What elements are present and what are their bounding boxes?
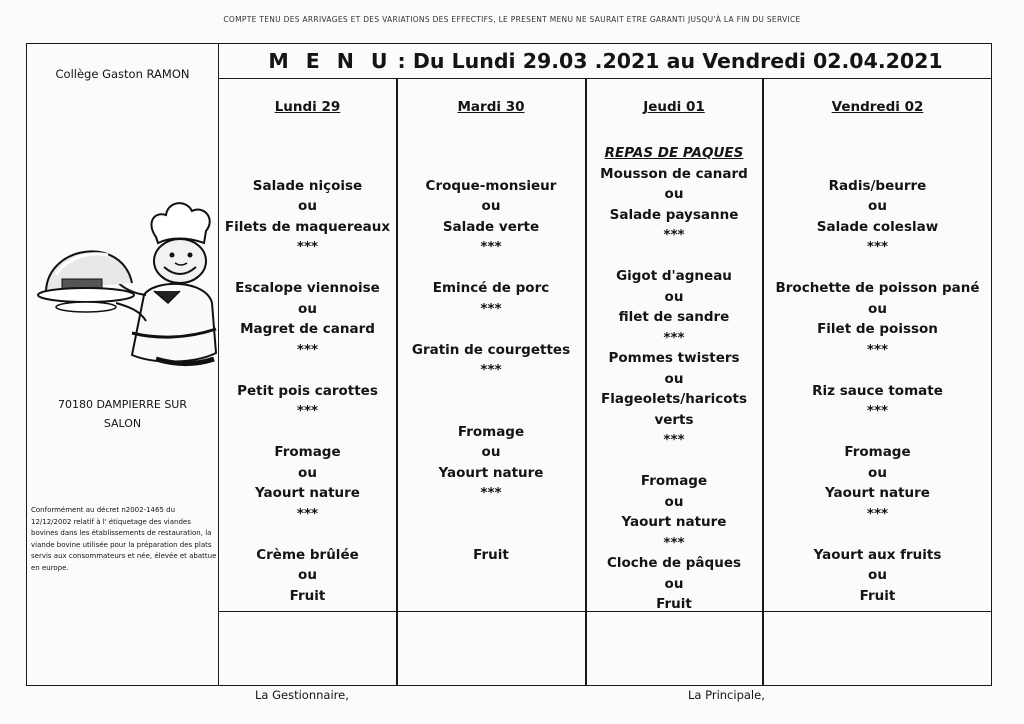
- menu-spacer: [763, 360, 992, 381]
- menu-spacer: [763, 155, 992, 176]
- menu-dish: Fromage: [640, 473, 708, 489]
- choice-separator: ou: [664, 288, 684, 305]
- day-column-vendredi: [763, 79, 992, 609]
- menu-dish: Crème brûlée: [256, 546, 359, 563]
- day-header: Vendredi 02: [831, 99, 924, 115]
- course-separator: ***: [663, 227, 685, 243]
- menu-dish: filet de sandre: [618, 309, 730, 325]
- menu-spacer: [397, 319, 585, 340]
- menu-dish: Fromage: [457, 423, 525, 440]
- menu-spacer: [219, 258, 396, 279]
- menu-spacer: [397, 155, 585, 176]
- menu-dish: Gratin de courgettes: [411, 341, 571, 358]
- choice-separator: ou: [664, 370, 684, 387]
- chef-with-cloche-icon: [36, 183, 218, 373]
- menu-dish: Fromage: [844, 444, 911, 460]
- menu-spacer: [763, 524, 992, 545]
- menu-spacer: [763, 258, 992, 279]
- menu-dish: Escalope viennoise: [235, 280, 380, 296]
- course-separator: ***: [663, 534, 685, 551]
- menu-dish: Fruit: [473, 546, 509, 563]
- address-line: 70180 DAMPIERRE SUR: [57, 398, 188, 411]
- menu-dish: Yaourt aux fruits: [813, 546, 942, 563]
- course-separator: ***: [296, 341, 319, 358]
- signature-principale: La Principale,: [688, 688, 765, 702]
- menu-dish: Riz sauce tomate: [812, 382, 943, 399]
- course-separator: ***: [866, 505, 889, 522]
- menu-dish: Pommes twisters: [608, 350, 740, 366]
- menu-dish: Salade verte: [442, 218, 540, 235]
- menu-dish: Petit pois carottes: [237, 382, 378, 399]
- menu-title: [219, 43, 992, 79]
- choice-separator: ou: [664, 493, 684, 510]
- choice-separator: ou: [298, 300, 317, 317]
- course-separator: ***: [480, 362, 502, 378]
- course-separator: ***: [296, 239, 319, 255]
- menu-spacer: [397, 381, 585, 402]
- menu-dish: Croque-monsieur: [425, 177, 557, 194]
- menu-dish: Salade paysanne: [609, 206, 739, 223]
- menu-spacer: [397, 258, 585, 279]
- menu-dish: Salade niçoise: [252, 177, 363, 194]
- day-column-mardi: [397, 79, 585, 609]
- course-separator: ***: [663, 329, 685, 346]
- menu-dish: Filets de maquereaux: [224, 218, 391, 235]
- menu-spacer: [586, 451, 762, 472]
- menu-spacer: [397, 524, 585, 545]
- day-column-jeudi: [586, 79, 762, 612]
- day-header: Lundi 29: [274, 99, 341, 115]
- menu-spacer: [397, 401, 585, 422]
- choice-separator: ou: [868, 300, 887, 317]
- menu-spacer: [219, 155, 396, 176]
- course-separator: ***: [296, 505, 319, 522]
- menu-dish: Emincé de porc: [432, 280, 550, 296]
- course-separator: ***: [480, 239, 502, 255]
- sidebar: [26, 43, 219, 686]
- menu-dish: Magret de canard: [240, 321, 375, 337]
- menu-dish: Brochette de poisson pané: [775, 280, 980, 296]
- course-separator: ***: [866, 341, 889, 358]
- menu-dish: Fruit: [859, 587, 896, 604]
- day-menu-items: [397, 155, 585, 565]
- choice-separator: ou: [481, 198, 501, 214]
- menu-dish: Salade coleslaw: [816, 218, 939, 235]
- choice-separator: ou: [664, 575, 684, 592]
- menu-spacer: [397, 504, 585, 525]
- day-menu-items: [763, 155, 992, 606]
- choice-separator: ou: [868, 198, 887, 214]
- menu-dish: Yaourt nature: [825, 485, 930, 501]
- menu-spacer: [219, 524, 396, 545]
- choice-separator: ou: [298, 198, 317, 214]
- menu-spacer: [763, 422, 992, 443]
- choice-separator: ou: [298, 567, 317, 583]
- menu-spacer: [586, 246, 762, 267]
- day-header: Jeudi 01: [643, 99, 705, 115]
- menu-dish: Yaourt nature: [438, 464, 544, 481]
- course-separator: ***: [663, 432, 685, 448]
- special-meal-label: REPAS DE PAQUES: [604, 145, 744, 161]
- school-address: [26, 395, 219, 433]
- signature-gestionnaire: La Gestionnaire,: [255, 688, 349, 702]
- menu-spacer: [219, 360, 396, 381]
- menu-date-range: : Du Lundi 29.03 .2021 au Vendredi 02.04.2021: [397, 48, 943, 73]
- day-menu-items: [586, 143, 762, 615]
- choice-separator: ou: [664, 186, 684, 202]
- choice-separator: ou: [298, 464, 317, 481]
- course-separator: ***: [866, 239, 889, 255]
- menu-dish: Cloche de pâques: [606, 555, 742, 571]
- menu-dish: Yaourt nature: [255, 485, 360, 501]
- menu-dish: Fruit: [656, 596, 692, 612]
- day-header: Mardi 30: [457, 99, 525, 115]
- menu-dish: Filet de poisson: [817, 321, 938, 337]
- school-name: Collège Gaston RAMON: [55, 67, 190, 81]
- day-menu-lines: [586, 164, 762, 615]
- day-column-lundi: [219, 79, 396, 609]
- menu-dish: Mousson de canard: [600, 165, 748, 182]
- course-separator: ***: [480, 300, 502, 317]
- day-menu-items: [219, 155, 396, 606]
- menu-spacer: [219, 422, 396, 443]
- beef-origin-notice: Conformément au décret n2002-1465 du 12/12/2002 relatif à l' étiquetage des viandes bovines dans les établissements de restauration, la viande bovine utilisée pour la préparation des plats servis aux consommateurs et née, élevée et abattue en europe.: [31, 506, 217, 572]
- course-separator: ***: [866, 403, 889, 419]
- menu-word: MENU: [268, 48, 405, 73]
- availability-disclaimer: COMPTE TENU DES ARRIVAGES ET DES VARIATIONS DES EFFECTIFS, LE PRESENT MENU NE SAURAIT ETRE GARANTI JUSQU'À LA FIN DU SERVICE: [223, 15, 801, 24]
- menu-dish: verts: [654, 411, 694, 428]
- menu-dish: Gigot d'agneau: [616, 268, 732, 284]
- choice-separator: ou: [868, 464, 887, 481]
- address-line: SALON: [103, 417, 142, 430]
- menu-dish: Fruit: [289, 587, 326, 604]
- menu-dish: Flageolets/haricots: [600, 391, 748, 407]
- menu-dish: Yaourt nature: [621, 514, 727, 530]
- course-separator: ***: [480, 485, 502, 501]
- menu-dish: Radis/beurre: [828, 177, 927, 194]
- course-separator: ***: [296, 403, 319, 419]
- choice-separator: ou: [481, 444, 501, 460]
- choice-separator: ou: [868, 567, 887, 583]
- menu-dish: Fromage: [274, 444, 341, 460]
